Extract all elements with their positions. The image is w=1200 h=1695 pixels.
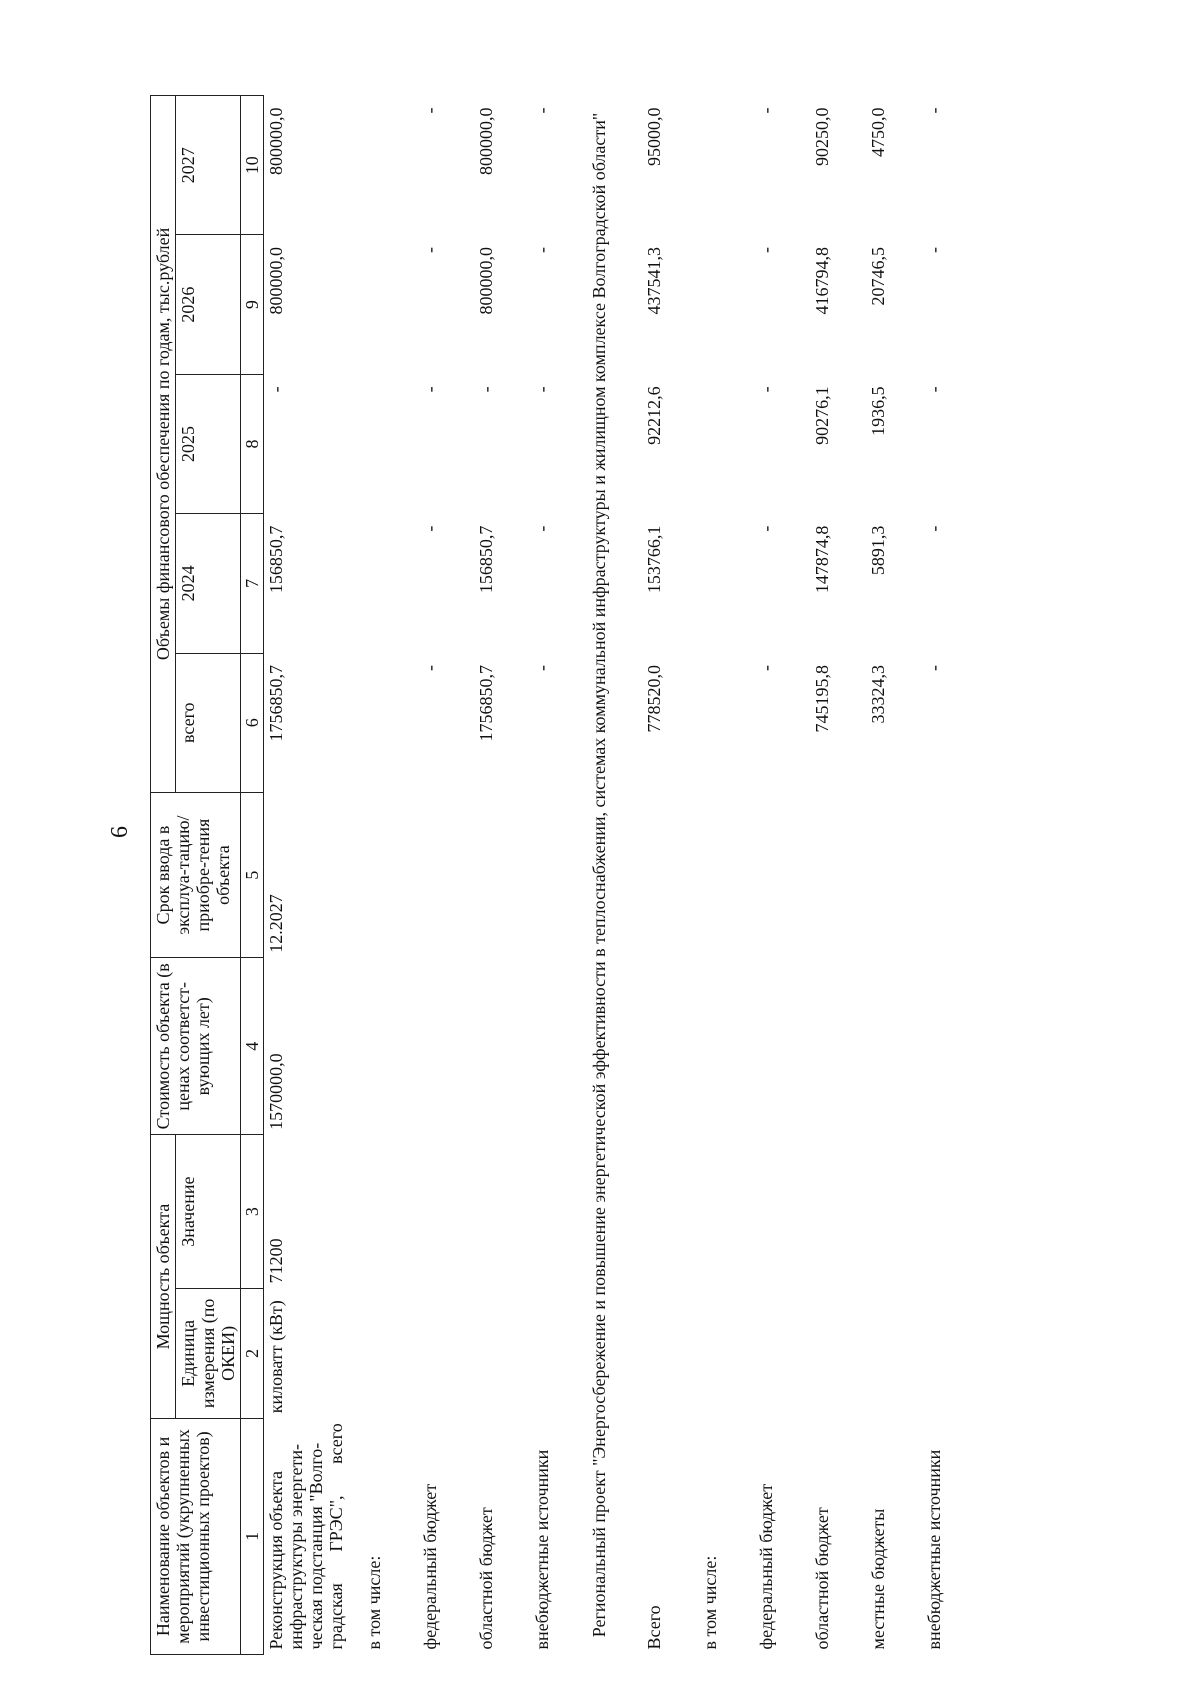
row-2027: -: [532, 107, 552, 114]
object-cost: 1570000,0: [266, 1053, 286, 1130]
row-2024: 5891,3: [868, 525, 888, 576]
table-row: [474, 96, 530, 1655]
row-total: 1756850,7: [476, 665, 496, 742]
financing-table: [150, 95, 978, 1655]
header-term: Срок ввода в эксплуа-тацию/ приобре-тения объекта: [151, 792, 241, 957]
row-total: -: [924, 665, 944, 672]
row-2024: 153766,1: [644, 525, 664, 594]
row-2026: -: [420, 246, 440, 253]
column-number: 2: [241, 1288, 264, 1418]
header-year: 2024: [176, 514, 241, 653]
project-total-row: [642, 96, 698, 1655]
column-number: 4: [241, 958, 264, 1135]
object-total: 1756850,7: [266, 665, 286, 742]
row-total: 33324,3: [868, 665, 888, 724]
section-row: [586, 96, 642, 1655]
table-row: [922, 96, 978, 1655]
row-2025: -: [924, 386, 944, 393]
row-2024: 156850,7: [476, 525, 496, 594]
column-number: 3: [241, 1135, 264, 1289]
table-row: [418, 96, 474, 1655]
object-2027: 800000,0: [266, 107, 286, 175]
table-row: [754, 96, 810, 1655]
column-number: 1: [241, 1418, 264, 1654]
row-2026: 437541,3: [644, 246, 664, 315]
row-2025: 1936,5: [868, 386, 888, 436]
row-2025: 92212,6: [644, 386, 664, 445]
column-number: 6: [241, 653, 264, 792]
row-2027: 4750,0: [868, 107, 888, 157]
header-total: всего: [176, 653, 241, 792]
header-volumes: Объемы финансового обеспечения по годам, тыс.рублей: [151, 96, 176, 793]
object-row: [264, 96, 363, 1655]
row-2024: -: [532, 525, 552, 532]
row-total: -: [420, 665, 440, 672]
table-row: [866, 96, 922, 1655]
column-number-row: [241, 96, 264, 1655]
row-2027: -: [756, 107, 776, 114]
object-value: 71200: [266, 1238, 286, 1284]
row-name: внебюджетные источники: [924, 1449, 944, 1650]
column-number: 9: [241, 235, 264, 374]
row-2027: 90250,0: [812, 107, 832, 166]
row-2027: 95000,0: [644, 107, 664, 166]
row-2027: 800000,0: [476, 107, 496, 175]
row-2025: -: [420, 386, 440, 393]
column-number: 7: [241, 514, 264, 653]
object-2025: -: [266, 386, 286, 393]
row-2025: -: [476, 386, 496, 393]
row-2024: -: [924, 525, 944, 532]
row-name: федеральный бюджет: [756, 1483, 776, 1650]
row-2026: -: [756, 246, 776, 253]
row-2026: 800000,0: [476, 246, 496, 315]
row-total: 745195,8: [812, 665, 832, 733]
header-year: 2026: [176, 235, 241, 374]
row-2025: -: [756, 386, 776, 393]
row-name: Всего: [644, 1605, 664, 1650]
row-total: 778520,0: [644, 665, 664, 733]
column-number: 8: [241, 374, 264, 513]
row-2027: -: [924, 107, 944, 114]
including-row: [698, 96, 754, 1655]
column-number: 10: [241, 96, 264, 235]
table-header: [151, 96, 264, 1655]
row-2024: -: [756, 525, 776, 532]
header-capacity: Мощность объекта: [151, 1135, 176, 1418]
row-2026: 20746,5: [868, 246, 888, 306]
row-name: областной бюджет: [812, 1507, 832, 1650]
row-name: внебюджетные источники: [532, 1449, 552, 1650]
object-2024: 156850,7: [266, 525, 286, 594]
including-label: в том числе:: [364, 1555, 384, 1650]
object-unit: киловатт (кВт): [266, 1300, 286, 1414]
including-label: в том числе:: [700, 1555, 720, 1650]
header-name: Наименование объектов и мероприятий (укрупненных инвестиционных проектов): [151, 1418, 241, 1654]
object-term: 12.2027: [266, 894, 286, 953]
header-year: 2027: [176, 96, 241, 235]
row-2026: -: [532, 246, 552, 253]
row-name: федеральный бюджет: [420, 1483, 440, 1650]
object-name: Реконструкция объекта инфраструктуры энергети-ческая подстанция "Волго-градская ГРЭС", всего: [266, 1423, 346, 1650]
row-name: местные бюджеты: [868, 1508, 888, 1650]
including-row: [362, 96, 418, 1655]
table-row: [810, 96, 866, 1655]
row-2025: 90276,1: [812, 386, 832, 445]
header-year: 2025: [176, 374, 241, 513]
table-row: [530, 96, 586, 1655]
header-unit: Единица измерения (по ОКЕИ): [176, 1288, 241, 1418]
column-number: 5: [241, 792, 264, 957]
row-total: -: [756, 665, 776, 672]
financing-table-sheet: [150, 95, 1010, 1655]
row-total: -: [532, 665, 552, 672]
section-title: Региональный проект "Энергосбережение и повышение энергетической эффективности в теплоснабжении, системах коммунальной инфраструктуры и жилищном комплексе Волгоградской области": [589, 112, 609, 1638]
row-2025: -: [532, 386, 552, 393]
row-2024: -: [420, 525, 440, 532]
row-2026: -: [924, 246, 944, 253]
row-2024: 147874,8: [812, 525, 832, 594]
row-name: областной бюджет: [476, 1507, 496, 1650]
object-2026: 800000,0: [266, 246, 286, 315]
page-number: 6: [107, 826, 133, 838]
row-2026: 416794,8: [812, 246, 832, 315]
row-2027: -: [420, 107, 440, 114]
header-cost: Стоимость объекта (в ценах соответст-вующих лет): [151, 958, 241, 1135]
header-value: Значение: [176, 1135, 241, 1289]
